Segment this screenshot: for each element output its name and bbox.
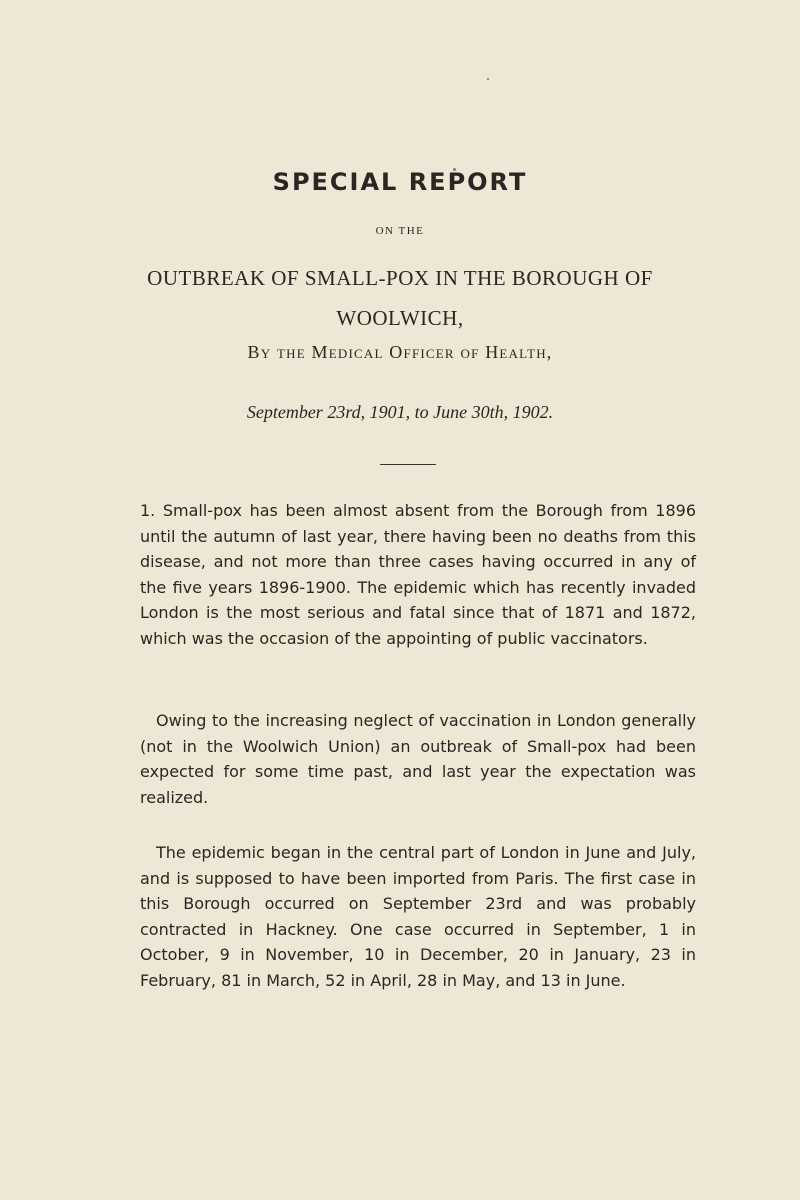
report-author: By the Medical Officer of Health, [247, 342, 553, 362]
paragraph-2: Owing to the increasing neglect of vaccination in London generally (not in the Woolwich Union) an outbreak of Small-pox had been expected for some time past, and last year the expectation was realized. [140, 711, 696, 807]
paragraph-3: The epidemic began in the central part of London in June and July, and is supposed to have been imported from Paris. The first case in this Borough occurred on September 23rd and was probably contracted in Hackney. One case occurred in September, 1 in October, 9 in November, 10 in December, 20 in January, 23 in February, 81 in March, 52 in April, 28 in May, and 13 in June. [140, 843, 696, 990]
report-subtitle-line2: WOOLWICH, [336, 306, 464, 330]
section-divider [380, 464, 436, 465]
report-on-the: ON THE [375, 225, 425, 237]
report-dates: September 23rd, 1901, to June 30th, 1902. [246, 402, 554, 422]
paragraph-1: 1. Small-pox has been almost absent from the Borough from 1896 until the autumn of last year, there having been no deaths from this disease, and not more than three cases having occurred in any of the five years 1896-1900. The epidemic which has recently invaded London is the most serious and fatal since that of 1871 and 1872, which was the occasion of the appointing of public vaccinators. [140, 501, 696, 648]
report-title: SPECIAL REPORT [272, 168, 528, 196]
report-subtitle [0, 258, 800, 338]
ink-speck [487, 78, 489, 80]
report-subtitle-line1: OUTBREAK OF SMALL-POX IN THE BOROUGH OF [147, 266, 653, 290]
